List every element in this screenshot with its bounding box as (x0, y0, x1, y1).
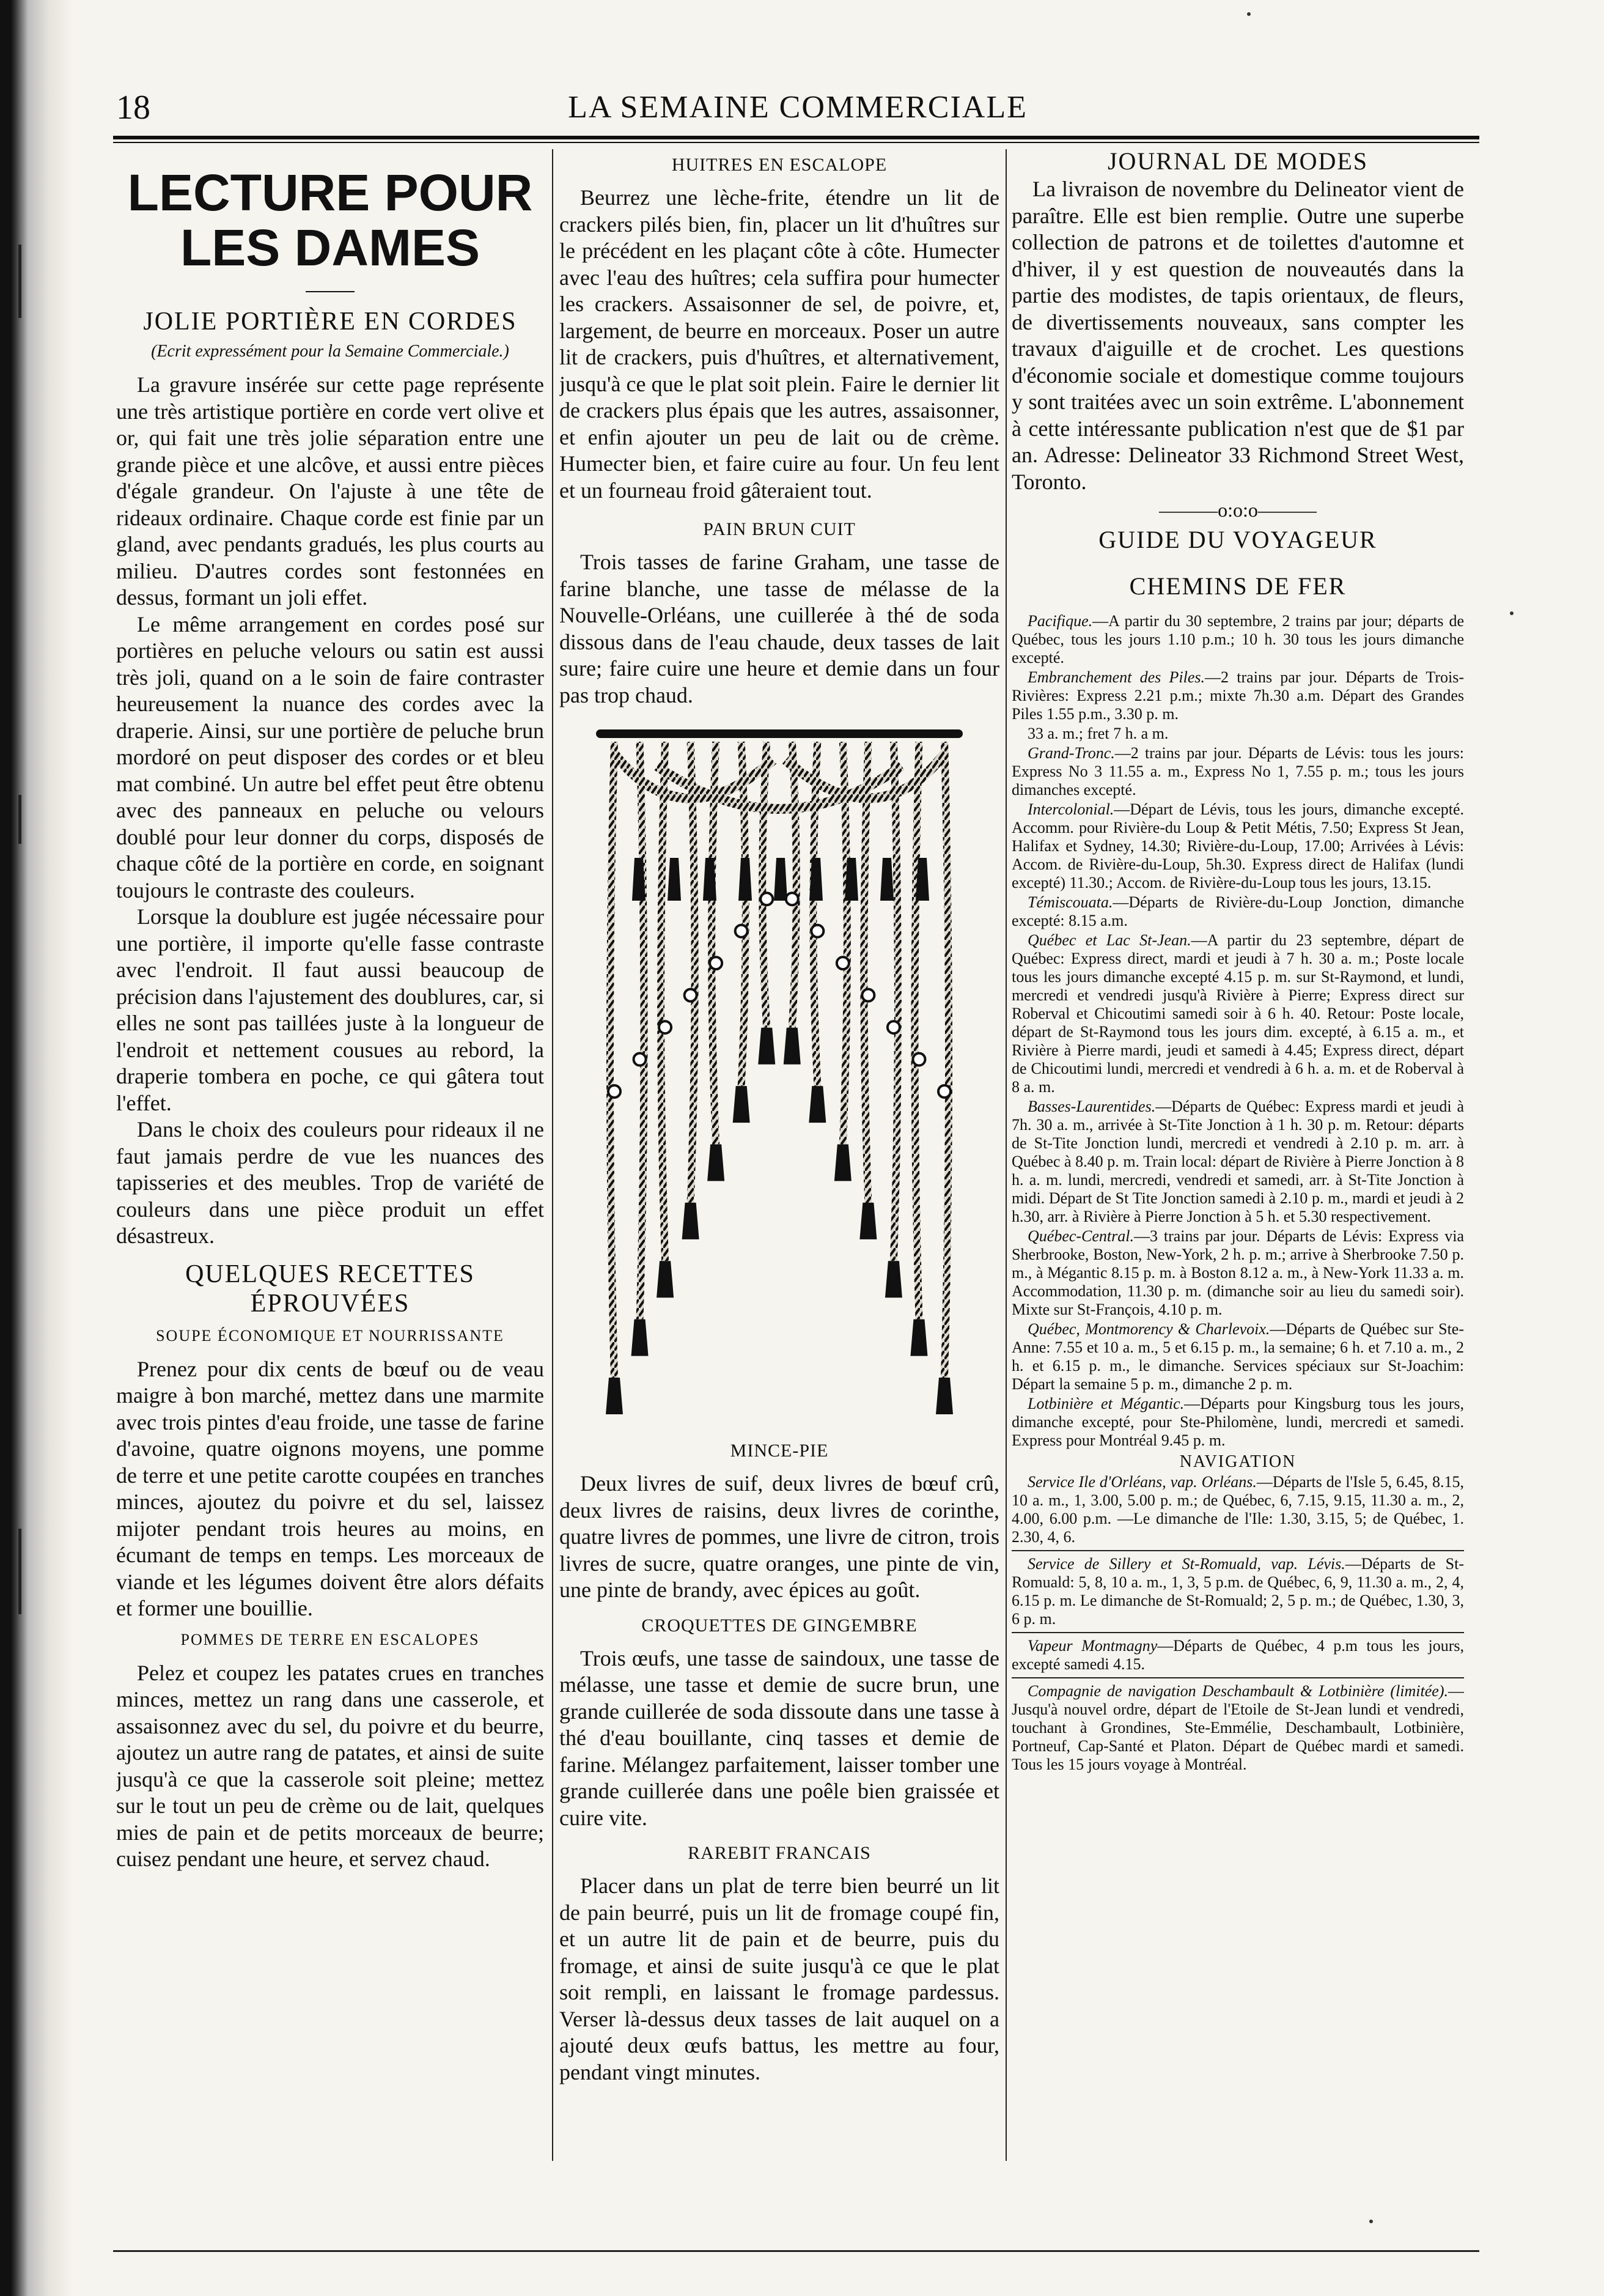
schedule-entry: Grand-Tronc.—2 trains par jour. Départs de Lévis: tous les jours: Express No 3 11.55 a. m., Express No 1, 7.55 p. m.; tous les jours dimanches excepté. (1012, 744, 1464, 799)
hanging-cord (610, 742, 614, 1378)
schedule-entry: Basses-Laurentides.—Départs de Québec: Express mardi et jeudi à 7h. 30 a. m., arrivée à St-Tite Jonction à 1 h. 30 p. m. Retour: départs de St-Tite Jonction lundi, mercredi et vendredi à 2.10 p. m. arr. à Québec à 8.40 p. m. Train local: départ de Rivière à Pierre Jonction à 8 h. a. m. lundi, mercredi, vendredi et samedi, arr. à St-Tite Jonction à midi. Départ de St Tite Jonction samedi à 2.10 p. m., mardi et jeudi à 2 h.30, arr. à Rivière à Pierre Jonction à 5 h. et 5.30 respectivement. (1012, 1098, 1464, 1225)
recipes-title: QUELQUES RECETTES ÉPROUVÉES (185, 1260, 475, 1318)
recipe-text: Beurrez une lèche-frite, étendre un lit de crackers pilés bien, fin, placer un lit d'huîtres sur le précédent en les plaçant côte à côte. Humecter avec l'eau des huîtres; cela suffira pour humecter les crackers. Assaisonner de sel, de poivre, et, largement, de beurre en morceaux. Poser un autre lit de crackers, puis d'huîtres, et alternativement, jusqu'à ce que le plat soit plein. Faire le dernier lit de crackers plus épais que les autres, assaisonner, et enfin ajouter un peu de lait ou de crème. Humecter bien, et faire cuire au four. Un feu lent et un fourneau froid gâteraient tout. (559, 185, 999, 503)
schedule-entry: 33 a. m.; fret 7 h. a m. (1028, 725, 1169, 742)
recipe-title: HUITRES EN ESCALOPE (671, 155, 888, 175)
cord-knot (862, 989, 874, 1002)
schedule-entry: Lotbinière et Mégantic.—Départs pour Kingsburg tous les jours, dimanche excepté, pour Ste-Philomène, lundi, mercredi et samedi. Express pour Montréal 9.45 p. m. (1012, 1395, 1464, 1449)
main-title: LECTURE POUR LES DAMES (127, 164, 533, 276)
page-number: 18 (116, 89, 150, 127)
tassel (784, 1028, 801, 1065)
tassel (774, 858, 787, 901)
masthead-title: LA SEMAINE COMMERCIALE (568, 90, 1028, 125)
recipe-text: Pelez et coupez les patates crues en tranches minces, mettez un rang dans une casserole, et assaisonnez avec du sel, du poivre et du beurre, ajoutez un autre rang de patates, et ainsi de suite jusqu'à ce que la casserole soit pleine; mettez sur le tout un peu de crème ou de lait, quelques mies de pain et de petits morceaux de beurre; cuisez pendant une heure, et servez chaud. (116, 1660, 544, 1871)
schedule-entry: Pacifique.—A partir du 30 septembre, 2 trains par jour; départs de Québec, tous les jours 1.10 p.m.; 10 h. 30 tous les jours dimanche excepté. (1012, 612, 1464, 666)
nav-entry: Compagnie de navigation Deschambault & Lotbinière (limitée).—Jusqu'à nouvel ordre, départ de l'Etoile de St-Jean lundi et vendredi, touchant à Grondines, Ste-Emmélie, Deschambault, Lotbinière, Portneuf, Cap-Santé et Platon. Départ de Québec mardi et samedi. Tous les 15 jours voyage à Montréal. (1012, 1682, 1464, 1773)
schedule-entry: Embranchement des Piles.—2 trains par jour. Départs de Trois-Rivières: Express 2.21 p.m.; mixte 7h.30 a.m. Départ des Grandes Piles 1.55 p.m., 3.30 p. m. (1012, 668, 1464, 723)
tassel (606, 1378, 623, 1414)
rope-portiere-illustration (590, 717, 969, 1433)
cord-knot (608, 1085, 620, 1098)
hanging-cord (762, 742, 767, 1028)
recipe-text: Trois œufs, une tasse de saindoux, une tasse de mélasse, une tasse et demie de sucre brun, une grande cuillerée de soda dissoute dans une tasse à thé d'eau bouillante, cinq tasses et demie de farine. Mélangez parfaitement, laisser tomber une grande cuillerée dans une poêle bien graissée et cuire vite. (559, 1645, 999, 1830)
recipe-text: Placer dans un plat de terre bien beurré un lit de pain beurré, puis un lit de fromage coupé fin, et un autre lit de pain et de beurre, puis du fromage, et ainsi de suite jusqu'à ce que le plat soit rempli, en laissant le fromage pardessus. Verser là-dessus deux tasses de lait auquel on a ajouté deux œufs battus, les mettre au four, pendant vingt minutes. (559, 1873, 999, 2084)
tassel (668, 858, 681, 901)
recipe-title: CROQUETTES DE GINGEMBRE (641, 1615, 918, 1636)
article-paragraph: Lorsque la doublure est jugée nécessaire pour une portière, il importe qu'elle fasse contraste avec l'endroit. Il faut aussi beaucoup de précision dans l'ajustement des doublures, car, si elles ne sont pas taillées juste à la longueur de l'endroit et nettement cousues au rebord, la draperie tombera en poche, ce qui gâtera tout l'effet. (116, 904, 544, 1115)
nav-divider (1012, 1632, 1464, 1633)
cord-knot (760, 893, 773, 905)
journal-title: JOURNAL DE MODES (1107, 147, 1369, 175)
tassel (936, 1378, 953, 1414)
recipe-title: RAREBIT FRANCAIS (688, 1843, 871, 1863)
hanging-cord (661, 742, 665, 1261)
tassel (809, 1086, 826, 1123)
cord-knot (811, 925, 823, 937)
article-title: JOLIE PORTIÈRE EN CORDES (143, 308, 517, 336)
hanging-cord (894, 742, 898, 1261)
curtain-rod (596, 729, 963, 738)
navigation-title: NAVIGATION (1179, 1452, 1297, 1471)
article-paragraph: La gravure insérée sur cette page représente une très artistique portière en corde vert olive et or, qui fait une très jolie séparation entre une grande pièce et une alcôve, et aussi entre pièces d'égale grandeur. On l'ajuste à une tête de rideaux ordinaire. Chaque corde est finie par un gland, avec pendants gradués, les plus courts au milieu. D'autres cordes sont festonnées en dessus, formant un joli effet. (116, 372, 544, 610)
cord-knot (888, 1021, 900, 1033)
hanging-cord (864, 742, 868, 1203)
print-speck (1510, 611, 1514, 615)
column-2 (559, 147, 999, 2165)
nav-entry: Vapeur Montmagny—Départs de Québec, 4 p.m tous les jours, excepté samedi 4.15. (1012, 1637, 1464, 1673)
cord-knot (634, 1054, 646, 1066)
tassel (885, 1261, 902, 1297)
hanging-cord (843, 742, 847, 1144)
journal-text: La livraison de novembre du Delineator vient de paraître. Elle est bien remplie. Outre une superbe collection de patrons et de toilettes d'automne et d'hiver, il y est question de nouveautés dans la partie des modistes, de tapis orientaux, de fleurs, de divertissements nouveaux, sans compter les travaux d'aiguille et de crochet. Les questions d'économie sociale et domestique comme toujours y sont traitées avec un soin extrême. L'abonnement à cette intéressante publication n'est que de $1 par an. Adresse: Delineator 33 Richmond Street West, Toronto. (1012, 177, 1464, 494)
cord-knot (659, 1021, 671, 1033)
column-divider (1006, 149, 1007, 2161)
tassel (880, 858, 894, 901)
tassel (707, 1144, 724, 1181)
column-3 (1012, 147, 1464, 2165)
railway-title: CHEMINS DE FER (1129, 572, 1347, 600)
print-speck (1247, 12, 1251, 16)
tassel (738, 858, 752, 901)
tassel (657, 1261, 674, 1297)
tassel (631, 1320, 649, 1356)
tassel (834, 1144, 852, 1181)
article-subtitle: (Ecrit expressément pour la Semaine Commerciale.) (151, 342, 509, 361)
navigation-schedules (1012, 1473, 1464, 1774)
hanging-cord (944, 742, 949, 1378)
recipe-text: Deux livres de suif, deux livres de bœuf crû, deux livres de raisins, deux livres de corinthe, quatre livres de pommes, une livre de citron, trois livres de sucre, quatre oranges, une pinte de vin, une pinte de brandy, avec épices au goût. (559, 1471, 999, 1602)
title-dash (306, 291, 355, 292)
railway-schedules (1012, 612, 1464, 1450)
page-header (116, 86, 1479, 128)
nav-divider (1012, 1677, 1464, 1678)
recipe-title: SOUPE ÉCONOMIQUE ET NOURRISSANTE (156, 1326, 504, 1345)
nav-entry: Service de Sillery et St-Romuald, vap. Lévis.—Départs de St-Romuald: 5, 8, 10 a. m., 1, 3, 5 p.m. de Québec, 6, 9, 11.30 a. m., 2, 4, 6.15 p. m. Le dimanche de St-Romuald; 2, 5 p. m.; de Québec, 1.30, 3, 6 p. m. (1012, 1555, 1464, 1628)
tassel (910, 1320, 927, 1356)
schedule-entry: Intercolonial.—Départ de Lévis, tous les jours, dimanche excepté. Accomm. pour Rivière-du Loup & Petit Métis, 7.50; Express St Jean, Halifax et Sydney, 14.30; Rivière-du-Loup, 17.00; Arrivées à Lévis: Accom. de Rivière-du-Loup, 5h.30. Express direct de Halifax (lundi excepté) 11.30.; Accom. de Rivière-du-Loup tous les jours, 13.15. (1012, 800, 1464, 891)
column-divider (552, 149, 553, 2161)
cord-knot (786, 893, 798, 905)
header-rule (113, 136, 1479, 139)
print-speck (1369, 2220, 1373, 2223)
section-separator: ———o:o:o——— (1159, 499, 1317, 521)
hanging-cord (640, 742, 644, 1320)
schedule-entry: Québec, Montmorency & Charlevoix.—Départs de Québec sur Ste-Anne: 7.55 et 10 a. m., 5 et 6.15 p. m., la semaine; 6 h. et 7.10 a. m., 2 h. et 6.15 p. m., le dimanche. Services spéciaux sur St-Joachim: Départ la semaine 5 p. m., dimanche 2 p. m. (1012, 1320, 1464, 1393)
bottom-rule (113, 2250, 1479, 2252)
article-paragraph: Dans le choix des couleurs pour rideaux il ne faut jamais perdre de vue les nuances des tapisseries et des meubles. Trop de variété de couleurs dans une pièce produit un effet désastreux. (116, 1117, 544, 1248)
guide-title: GUIDE DU VOYAGEUR (1098, 526, 1377, 553)
tassel (859, 1203, 877, 1239)
recipe-title: POMMES DE TERRE EN ESCALOPES (180, 1630, 480, 1648)
tassel (733, 1086, 750, 1123)
article-paragraph: Le même arrangement en cordes posé sur portières en peluche velours ou satin est aussi très joli, quand on a le soin de faire contraster heureusement la nuance des cordes avec la draperie. Ainsi, sur une portière de peluche brun mordoré on peut disposer des cordes or et bleu mat combiné. Un autre bel effet peut être obtenu avec des panneaux en peluche ou velours doublé pour leur donner du corps, disposés de chaque côté de la portière en corde, en soignant toujours le contraste des couleurs. (116, 611, 544, 903)
recipe-title: MINCE-PIE (730, 1441, 829, 1461)
cord-knot (913, 1054, 925, 1066)
schedule-entry: Témiscouata.—Départs de Rivière-du-Loup Jonction, dimanche excepté: 8.15 a.m. (1012, 893, 1464, 929)
hanging-cord (741, 742, 746, 1086)
binding-edge (0, 0, 73, 2296)
cord-knot (735, 925, 748, 937)
cord-knot (710, 957, 722, 969)
hanging-cord (712, 742, 716, 1144)
cord-knot (685, 989, 697, 1002)
nav-divider (1012, 1550, 1464, 1551)
recipe-text: Prenez pour dix cents de bœuf ou de veau maigre à bon marché, mettez dans une marmite avec trois pintes d'eau froide, une tasse de farine d'avoine, quatre oignons moyens, une pomme de terre et une petite carotte coupées en tranches minces, ajoutez du poivre et du sel, laissez mijoter pendant trois heures au moins, en écumant de temps en temps. Les morceaux de viande et les légumes doivent être alors défaits et former une bouillie. (116, 1356, 544, 1620)
hanging-cord (914, 742, 919, 1320)
header-rule-thin (113, 142, 1479, 143)
cord-knot (938, 1085, 951, 1098)
cord-knot (837, 957, 849, 969)
tassel (682, 1203, 699, 1239)
nav-entry: Service Ile d'Orléans, vap. Orléans.—Départs de l'Isle 5, 6.45, 8.15, 10 a. m., 1, 3.00, 5.00 p. m.; de Québec, 6, 7.15, 9.15, 11.30 a. m., 2, 4.00, 6.00 p.m. —Le dimanche de l'Ile: 1.30, 3.15, 5; de Québec, 1. 2.30, 4, 6. (1012, 1473, 1464, 1546)
column-1 (116, 147, 544, 2213)
schedule-entry: Québec-Central.—3 trains par jour. Départs de Lévis: Express via Sherbrooke, Boston, New-York, 2 h. p. m.; arrive à Sherbrooke 7.50 p. m., à Mégantic 8.15 p. m. à Boston 8.12 a. m., à New-York 11.33 a. m. Accommodation, 11.30 p. m. (dimanche soir au lieu du samedi soir). Mixte sur St-François, 4.10 p. m. (1012, 1227, 1464, 1318)
hanging-cord (691, 742, 695, 1203)
schedule-entry: Québec et Lac St-Jean.—A partir du 23 septembre, départ de Québec: Express direct, mardi et jeudi à 7 h. 30 a. m.; Poste locale tous les jours dimanche excepté 4.15 p. m. sur St-Raymond, et lundi, mercredi et vendredi jusqu'à Rivière à Pierre; Express direct sur Roberval et Chicoutimi samedi soir à 6 h. 40. Retour: Poste locale, départ de St-Raymond tous les jours dim. excepté, à 6.15 a. m., et Rivière à Pierre mardi, jeudi et samedi à 4.45; Express direct, départ de Chicoutimi lundi, mercredi et vendredi à 6 h. a. m. et de Roberval à 8 a. m. (1012, 931, 1464, 1096)
tassel (758, 1028, 775, 1065)
hanging-cord (792, 742, 796, 1028)
recipe-title: PAIN BRUN CUIT (703, 519, 856, 539)
hanging-cord (813, 742, 817, 1086)
recipe-text: Trois tasses de farine Graham, une tasse de farine blanche, une tasse de mélasse de la Nouvelle-Orléans, une cuillerée à thé de soda dissous dans de l'eau chaude, deux tasses de lait sure; faire cuire une heure et demie dans un four pas trop chaud. (559, 550, 999, 707)
